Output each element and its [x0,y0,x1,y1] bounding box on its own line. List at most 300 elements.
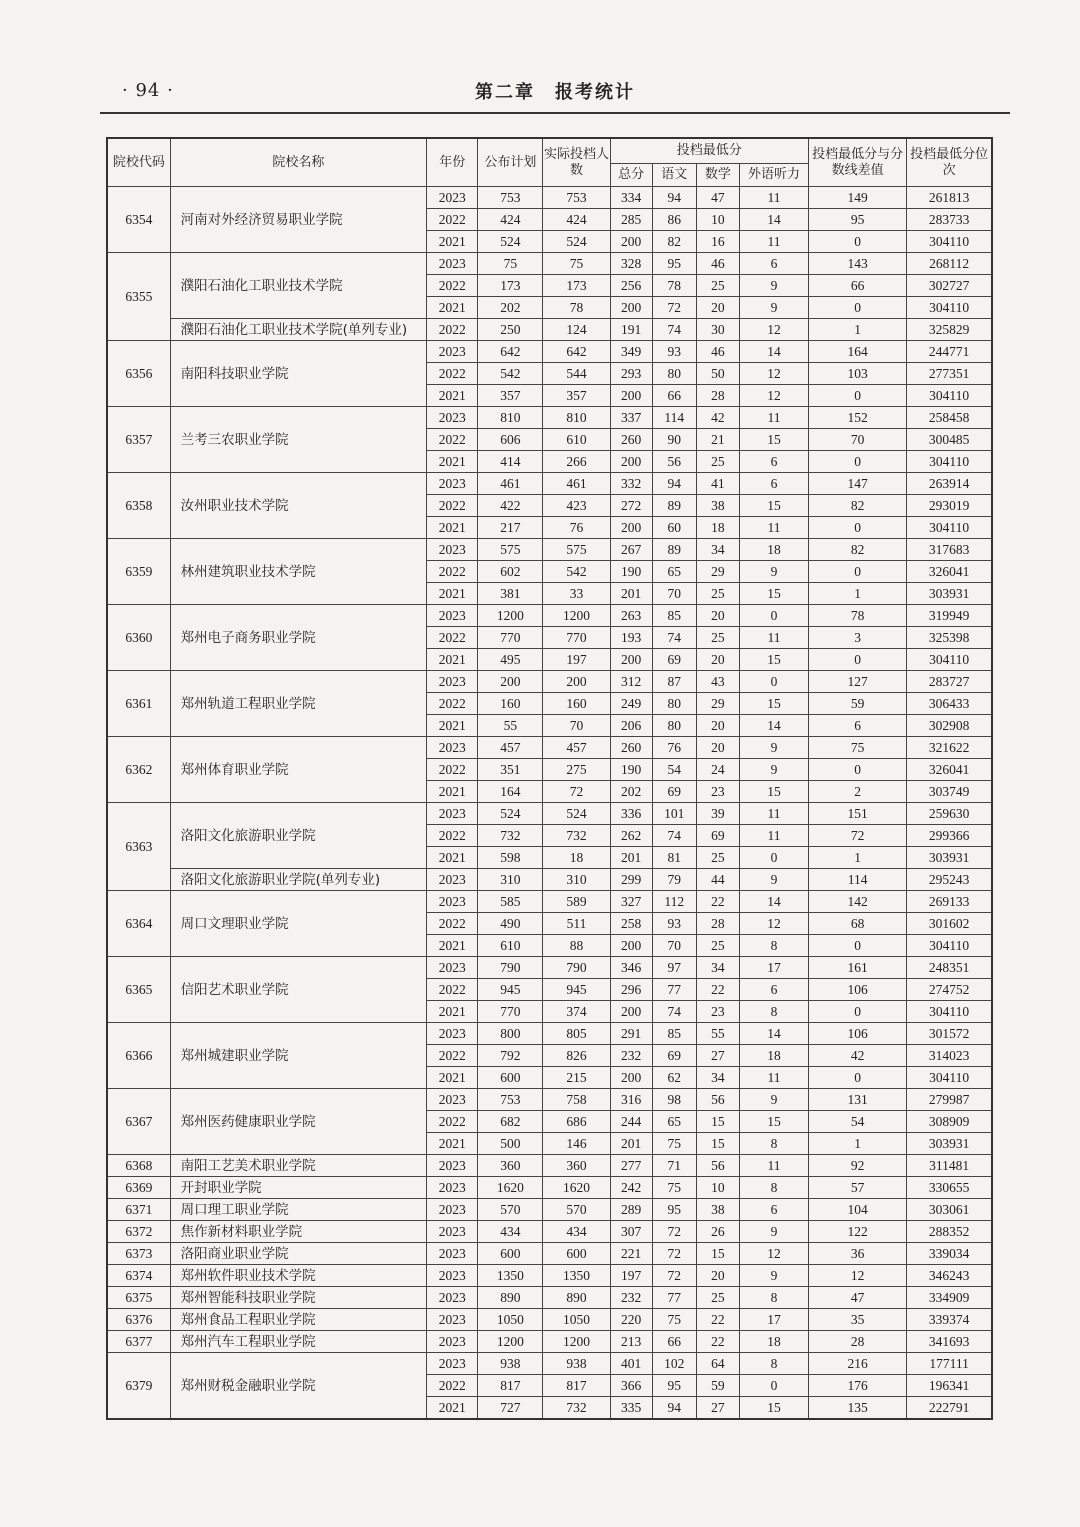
score-diff-cell: 42 [809,1045,907,1067]
year-cell: 2023 [427,1023,478,1045]
actual-cell: 124 [543,319,610,341]
score-diff-cell: 66 [809,275,907,297]
rank-cell: 306433 [907,693,992,715]
total-score-cell: 201 [610,847,652,869]
score-diff-cell: 127 [809,671,907,693]
table-row [107,253,992,275]
school-code: 6356 [107,341,170,407]
school-code: 6379 [107,1353,170,1420]
school-name: 郑州软件职业技术学院 [170,1265,427,1287]
rank-cell: 248351 [907,957,992,979]
header-actual: 实际投档人数 [543,138,610,187]
score-diff-cell: 122 [809,1221,907,1243]
plan-cell: 682 [478,1111,543,1133]
rank-cell: 339374 [907,1309,992,1331]
foreign-score-cell: 17 [739,957,808,979]
total-score-cell: 366 [610,1375,652,1397]
plan-cell: 217 [478,517,543,539]
actual-cell: 817 [543,1375,610,1397]
chinese-score-cell: 89 [652,495,696,517]
school-code: 6362 [107,737,170,803]
score-diff-cell: 78 [809,605,907,627]
rank-cell: 261813 [907,187,992,209]
plan-cell: 381 [478,583,543,605]
plan-cell: 1200 [478,605,543,627]
header-min-score-group: 投档最低分 [610,138,808,164]
total-score-cell: 200 [610,451,652,473]
actual-cell: 600 [543,1243,610,1265]
chinese-score-cell: 76 [652,737,696,759]
table-body [107,187,992,1420]
school-name: 郑州智能科技职业学院 [170,1287,427,1309]
plan-cell: 1200 [478,1331,543,1353]
score-diff-cell: 1 [809,1133,907,1155]
plan-cell: 610 [478,935,543,957]
actual-cell: 575 [543,539,610,561]
school-name: 洛阳商业职业学院 [170,1243,427,1265]
rank-cell: 304110 [907,231,992,253]
rank-cell: 268112 [907,253,992,275]
year-cell: 2021 [427,517,478,539]
total-score-cell: 328 [610,253,652,275]
math-score-cell: 46 [696,253,739,275]
actual-cell: 570 [543,1199,610,1221]
table-row [107,1221,992,1243]
table-row [107,605,992,627]
school-name: 兰考三农职业学院 [170,407,427,473]
table-row [107,187,992,209]
year-cell: 2023 [427,1089,478,1111]
rank-cell: 258458 [907,407,992,429]
table-row [107,891,992,913]
total-score-cell: 200 [610,231,652,253]
rank-cell: 303931 [907,847,992,869]
actual-cell: 610 [543,429,610,451]
table-row [107,1265,992,1287]
score-diff-cell: 92 [809,1155,907,1177]
rank-cell: 288352 [907,1221,992,1243]
rank-cell: 326041 [907,759,992,781]
chinese-score-cell: 80 [652,363,696,385]
chinese-score-cell: 70 [652,935,696,957]
foreign-score-cell: 11 [739,627,808,649]
actual-cell: 146 [543,1133,610,1155]
score-diff-cell: 106 [809,979,907,1001]
foreign-score-cell: 15 [739,495,808,517]
foreign-score-cell: 9 [739,297,808,319]
table-row [107,539,992,561]
chinese-score-cell: 94 [652,1397,696,1420]
score-diff-cell: 161 [809,957,907,979]
year-cell: 2021 [427,231,478,253]
actual-cell: 266 [543,451,610,473]
actual-cell: 434 [543,1221,610,1243]
rank-cell: 283733 [907,209,992,231]
math-score-cell: 20 [696,737,739,759]
chinese-score-cell: 75 [652,1177,696,1199]
year-cell: 2023 [427,1177,478,1199]
foreign-score-cell: 0 [739,605,808,627]
actual-cell: 33 [543,583,610,605]
year-cell: 2021 [427,451,478,473]
header-code: 院校代码 [107,138,170,187]
score-diff-cell: 54 [809,1111,907,1133]
foreign-score-cell: 15 [739,649,808,671]
chinese-score-cell: 70 [652,583,696,605]
year-cell: 2021 [427,847,478,869]
plan-cell: 732 [478,825,543,847]
rank-cell: 303061 [907,1199,992,1221]
year-cell: 2023 [427,1243,478,1265]
actual-cell: 1350 [543,1265,610,1287]
year-cell: 2021 [427,935,478,957]
admission-table-container [106,137,993,1420]
actual-cell: 770 [543,627,610,649]
rank-cell: 304110 [907,1001,992,1023]
score-diff-cell: 0 [809,297,907,319]
foreign-score-cell: 11 [739,187,808,209]
total-score-cell: 200 [610,1067,652,1089]
chinese-score-cell: 94 [652,187,696,209]
math-score-cell: 20 [696,605,739,627]
year-cell: 2023 [427,1221,478,1243]
plan-cell: 642 [478,341,543,363]
chinese-score-cell: 80 [652,693,696,715]
year-cell: 2023 [427,407,478,429]
total-score-cell: 272 [610,495,652,517]
actual-cell: 18 [543,847,610,869]
score-diff-cell: 216 [809,1353,907,1375]
year-cell: 2023 [427,891,478,913]
plan-cell: 495 [478,649,543,671]
math-score-cell: 22 [696,1331,739,1353]
foreign-score-cell: 9 [739,1265,808,1287]
math-score-cell: 22 [696,1309,739,1331]
actual-cell: 275 [543,759,610,781]
rank-cell: 304110 [907,935,992,957]
year-cell: 2022 [427,495,478,517]
foreign-score-cell: 0 [739,671,808,693]
foreign-score-cell: 14 [739,891,808,913]
school-name: 周口理工职业学院 [170,1199,427,1221]
math-score-cell: 30 [696,319,739,341]
chinese-score-cell: 74 [652,1001,696,1023]
chinese-score-cell: 85 [652,605,696,627]
chapter-title: 第二章 报考统计 [475,82,635,103]
foreign-score-cell: 9 [739,275,808,297]
actual-cell: 890 [543,1287,610,1309]
math-score-cell: 29 [696,561,739,583]
school-code: 6368 [107,1155,170,1177]
rank-cell: 325829 [907,319,992,341]
score-diff-cell: 28 [809,1331,907,1353]
plan-cell: 75 [478,253,543,275]
rank-cell: 196341 [907,1375,992,1397]
rank-cell: 346243 [907,1265,992,1287]
math-score-cell: 50 [696,363,739,385]
math-score-cell: 21 [696,429,739,451]
math-score-cell: 39 [696,803,739,825]
school-code: 6375 [107,1287,170,1309]
math-score-cell: 41 [696,473,739,495]
total-score-cell: 220 [610,1309,652,1331]
foreign-score-cell: 6 [739,451,808,473]
math-score-cell: 25 [696,627,739,649]
plan-cell: 945 [478,979,543,1001]
total-score-cell: 262 [610,825,652,847]
plan-cell: 542 [478,363,543,385]
actual-cell: 524 [543,231,610,253]
chinese-score-cell: 93 [652,341,696,363]
plan-cell: 457 [478,737,543,759]
plan-cell: 570 [478,1199,543,1221]
score-diff-cell: 3 [809,627,907,649]
chinese-score-cell: 93 [652,913,696,935]
score-diff-cell: 0 [809,517,907,539]
school-name: 周口文理职业学院 [170,891,427,957]
total-score-cell: 289 [610,1199,652,1221]
rank-cell: 299366 [907,825,992,847]
total-score-cell: 346 [610,957,652,979]
total-score-cell: 316 [610,1089,652,1111]
total-score-cell: 291 [610,1023,652,1045]
year-cell: 2023 [427,539,478,561]
chinese-score-cell: 86 [652,209,696,231]
chinese-score-cell: 102 [652,1353,696,1375]
foreign-score-cell: 8 [739,1353,808,1375]
foreign-score-cell: 11 [739,407,808,429]
plan-cell: 598 [478,847,543,869]
actual-cell: 70 [543,715,610,737]
chinese-score-cell: 97 [652,957,696,979]
plan-cell: 575 [478,539,543,561]
rank-cell: 301602 [907,913,992,935]
total-score-cell: 244 [610,1111,652,1133]
math-score-cell: 15 [696,1133,739,1155]
school-code: 6358 [107,473,170,539]
score-diff-cell: 142 [809,891,907,913]
year-cell: 2022 [427,429,478,451]
plan-cell: 1620 [478,1177,543,1199]
score-diff-cell: 6 [809,715,907,737]
chinese-score-cell: 90 [652,429,696,451]
foreign-score-cell: 6 [739,253,808,275]
score-diff-cell: 176 [809,1375,907,1397]
score-diff-cell: 82 [809,539,907,561]
foreign-score-cell: 11 [739,1155,808,1177]
math-score-cell: 15 [696,1243,739,1265]
rank-cell: 319949 [907,605,992,627]
plan-cell: 753 [478,1089,543,1111]
table-row [107,671,992,693]
year-cell: 2022 [427,627,478,649]
total-score-cell: 334 [610,187,652,209]
page-number: · 94 · [122,80,174,101]
score-diff-cell: 135 [809,1397,907,1420]
score-diff-cell: 12 [809,1265,907,1287]
plan-cell: 414 [478,451,543,473]
table-row [107,1155,992,1177]
math-score-cell: 56 [696,1089,739,1111]
actual-cell: 758 [543,1089,610,1111]
chinese-score-cell: 56 [652,451,696,473]
school-name: 郑州电子商务职业学院 [170,605,427,671]
year-cell: 2023 [427,1287,478,1309]
year-cell: 2023 [427,671,478,693]
plan-cell: 360 [478,1155,543,1177]
chinese-score-cell: 75 [652,1309,696,1331]
plan-cell: 310 [478,869,543,891]
total-score-cell: 191 [610,319,652,341]
actual-cell: 544 [543,363,610,385]
rank-cell: 308909 [907,1111,992,1133]
school-name: 洛阳文化旅游职业学院 [170,803,427,869]
table-row [107,1331,992,1353]
chinese-score-cell: 66 [652,385,696,407]
table-row [107,1243,992,1265]
school-code: 6372 [107,1221,170,1243]
total-score-cell: 256 [610,275,652,297]
year-cell: 2023 [427,869,478,891]
score-diff-cell: 131 [809,1089,907,1111]
foreign-score-cell: 14 [739,341,808,363]
math-score-cell: 27 [696,1045,739,1067]
score-diff-cell: 0 [809,385,907,407]
school-code: 6371 [107,1199,170,1221]
year-cell: 2021 [427,583,478,605]
school-code: 6369 [107,1177,170,1199]
actual-cell: 732 [543,825,610,847]
score-diff-cell: 2 [809,781,907,803]
table-row [107,1353,992,1375]
rank-cell: 304110 [907,297,992,319]
foreign-score-cell: 0 [739,847,808,869]
foreign-score-cell: 14 [739,209,808,231]
plan-cell: 790 [478,957,543,979]
score-diff-cell: 36 [809,1243,907,1265]
math-score-cell: 38 [696,1199,739,1221]
year-cell: 2022 [427,693,478,715]
plan-cell: 351 [478,759,543,781]
total-score-cell: 260 [610,737,652,759]
math-score-cell: 25 [696,847,739,869]
score-diff-cell: 0 [809,231,907,253]
chinese-score-cell: 98 [652,1089,696,1111]
foreign-score-cell: 9 [739,561,808,583]
table-row [107,1309,992,1331]
year-cell: 2023 [427,1155,478,1177]
rank-cell: 302727 [907,275,992,297]
foreign-score-cell: 0 [739,1375,808,1397]
header-rank: 投档最低分位次 [907,138,992,187]
math-score-cell: 23 [696,781,739,803]
actual-cell: 790 [543,957,610,979]
math-score-cell: 15 [696,1111,739,1133]
plan-cell: 424 [478,209,543,231]
rank-cell: 304110 [907,517,992,539]
actual-cell: 945 [543,979,610,1001]
total-score-cell: 200 [610,297,652,319]
plan-cell: 770 [478,1001,543,1023]
plan-cell: 938 [478,1353,543,1375]
math-score-cell: 16 [696,231,739,253]
school-code: 6355 [107,253,170,341]
chinese-score-cell: 85 [652,1023,696,1045]
math-score-cell: 25 [696,935,739,957]
rank-cell: 277351 [907,363,992,385]
score-diff-cell: 143 [809,253,907,275]
total-score-cell: 312 [610,671,652,693]
rank-cell: 222791 [907,1397,992,1420]
plan-cell: 727 [478,1397,543,1420]
plan-cell: 250 [478,319,543,341]
school-name: 郑州体育职业学院 [170,737,427,803]
score-diff-cell: 68 [809,913,907,935]
plan-cell: 524 [478,231,543,253]
year-cell: 2023 [427,737,478,759]
chinese-score-cell: 78 [652,275,696,297]
school-code: 6366 [107,1023,170,1089]
chinese-score-cell: 60 [652,517,696,539]
plan-cell: 602 [478,561,543,583]
school-code: 6364 [107,891,170,957]
chinese-score-cell: 95 [652,253,696,275]
actual-cell: 374 [543,1001,610,1023]
plan-cell: 600 [478,1067,543,1089]
foreign-score-cell: 6 [739,473,808,495]
actual-cell: 457 [543,737,610,759]
table-row [107,1089,992,1111]
rank-cell: 326041 [907,561,992,583]
score-diff-cell: 35 [809,1309,907,1331]
chinese-score-cell: 72 [652,1243,696,1265]
actual-cell: 1200 [543,605,610,627]
rank-cell: 304110 [907,649,992,671]
school-code: 6363 [107,803,170,891]
math-score-cell: 55 [696,1023,739,1045]
math-score-cell: 22 [696,891,739,913]
plan-cell: 461 [478,473,543,495]
foreign-score-cell: 8 [739,1177,808,1199]
actual-cell: 88 [543,935,610,957]
score-diff-cell: 95 [809,209,907,231]
score-diff-cell: 151 [809,803,907,825]
plan-cell: 200 [478,671,543,693]
table-row [107,803,992,825]
math-score-cell: 20 [696,649,739,671]
foreign-score-cell: 8 [739,1133,808,1155]
year-cell: 2021 [427,1133,478,1155]
score-diff-cell: 106 [809,1023,907,1045]
school-code: 6357 [107,407,170,473]
chinese-score-cell: 74 [652,627,696,649]
total-score-cell: 232 [610,1045,652,1067]
actual-cell: 215 [543,1067,610,1089]
math-score-cell: 44 [696,869,739,891]
school-name: 汝州职业技术学院 [170,473,427,539]
plan-cell: 890 [478,1287,543,1309]
chinese-score-cell: 75 [652,1133,696,1155]
foreign-score-cell: 6 [739,1199,808,1221]
table-row [107,1199,992,1221]
page-header [100,78,1010,114]
score-diff-cell: 82 [809,495,907,517]
table-row [107,869,992,891]
school-code: 6377 [107,1331,170,1353]
year-cell: 2023 [427,1199,478,1221]
school-name: 郑州财税金融职业学院 [170,1353,427,1420]
school-name: 郑州食品工程职业学院 [170,1309,427,1331]
